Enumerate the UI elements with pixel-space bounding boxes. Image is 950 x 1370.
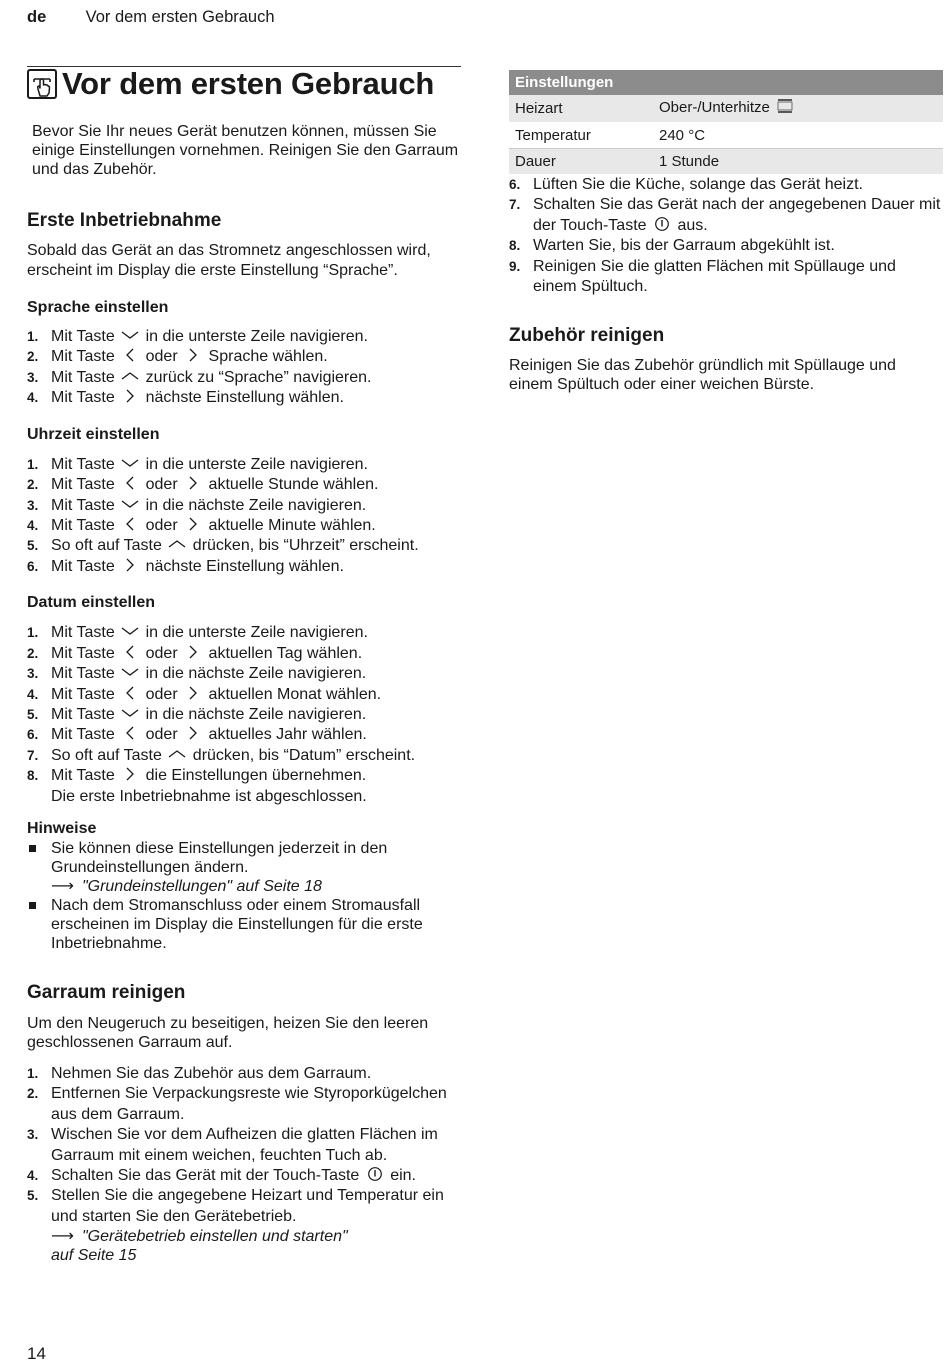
garraum-steps [27, 1064, 461, 1227]
datum-result: Die erste Inbetriebnahme ist abgeschlossen. [51, 787, 367, 805]
step-text: Mit Taste [51, 476, 120, 494]
list-item [27, 388, 461, 408]
list-item [27, 705, 461, 725]
bullet-square-icon [29, 902, 36, 909]
table-cell-value: 240 °C [653, 123, 943, 149]
settings-table [509, 70, 943, 175]
list-item [509, 175, 943, 195]
chevron-down-icon [119, 706, 141, 720]
list-item [27, 1084, 461, 1125]
step-number: 2. [27, 349, 39, 365]
step-text: drücken, bis “Datum” erscheint. [188, 746, 416, 764]
step-text: nächste Einstellung wählen. [141, 389, 344, 407]
step-text: So oft auf Taste [51, 746, 167, 764]
datum-heading: Datum einstellen [27, 594, 156, 612]
sprache-steps [27, 327, 461, 409]
garraum-text: Um den Neugeruch zu beseitigen, heizen Sie den leeren geschlossenen Garraum auf. [27, 1014, 429, 1051]
step-number: 1. [27, 456, 39, 472]
zubehoer-heading: Zubehör reinigen [509, 325, 665, 347]
step-number: 1. [27, 328, 39, 344]
right-column [509, 70, 943, 395]
step-number: 9. [509, 258, 521, 274]
step-number: 2. [27, 477, 39, 493]
uhrzeit-heading: Uhrzeit einstellen [27, 425, 160, 443]
step-text: in die unterste Zeile navigieren. [141, 624, 368, 642]
chevron-up-icon [166, 537, 188, 551]
step-text: in die nächste Zeile navigieren. [141, 705, 367, 723]
list-item [27, 623, 461, 643]
step-text: Mit Taste [51, 685, 120, 703]
step-text: Mit Taste [51, 455, 120, 473]
step-number: 5. [27, 706, 39, 722]
chevron-right-icon [182, 517, 204, 531]
garraum-steps-continued [509, 175, 943, 297]
chevron-right-icon [182, 645, 204, 659]
list-item [27, 347, 461, 367]
sprache-heading: Sprache einstellen [27, 298, 169, 316]
step-number: 5. [27, 538, 39, 554]
chevron-down-icon [119, 328, 141, 342]
page-number: 14 [27, 1344, 46, 1363]
chevron-left-icon [119, 517, 141, 531]
step-text: oder [141, 348, 183, 366]
step-text: aktuellen Monat wählen. [204, 685, 382, 703]
step-number: 4. [27, 686, 39, 702]
table-row [509, 123, 943, 149]
step-number: 6. [27, 727, 39, 743]
step-text: Schalten Sie das Gerät mit der Touch-Taste [51, 1167, 364, 1184]
step-text: Warten Sie, bis der Garraum abgekühlt ist. [533, 237, 835, 255]
step-text: aktuellen Tag wählen. [204, 644, 363, 662]
step-text: zurück zu “Sprache” navigieren. [141, 368, 372, 386]
chevron-right-icon [119, 389, 141, 403]
step-number: 8. [509, 238, 521, 254]
hinweise-list [27, 839, 461, 953]
page-header [27, 8, 275, 28]
garraum-heading: Garraum reinigen [27, 981, 186, 1003]
step-text: in die unterste Zeile navigieren. [141, 455, 368, 473]
bullet-square-icon [29, 845, 36, 852]
step-text: Mit Taste [51, 348, 120, 366]
chevron-down-icon [119, 497, 141, 511]
left-column [27, 66, 461, 1265]
step-text: Mit Taste [51, 665, 120, 683]
step-text: in die unterste Zeile navigieren. [141, 327, 368, 345]
step-text: Sprache wählen. [204, 348, 328, 366]
chevron-down-icon [119, 624, 141, 638]
uhrzeit-steps [27, 455, 461, 577]
step-text: Mit Taste [51, 557, 120, 575]
step-text: oder [141, 726, 183, 744]
chevron-right-icon [182, 686, 204, 700]
chevron-up-icon [166, 747, 188, 761]
step-text: in die nächste Zeile navigieren. [141, 496, 367, 514]
list-item [27, 766, 461, 786]
step-number: 4. [27, 517, 39, 533]
step-text: Schalten Sie das Gerät nach der angegebenen Dauer mit der Touch-Taste [533, 196, 941, 234]
zubehoer-text: Reinigen Sie das Zubehör gründlich mit Spüllauge und einem Spültuch oder einer weichen Bürste. [509, 357, 896, 394]
table-row [509, 95, 943, 123]
step-text: oder [141, 516, 183, 534]
step-text: oder [141, 685, 183, 703]
hand-touch-icon [27, 69, 57, 99]
step-number: 6. [27, 558, 39, 574]
step-number: 3. [27, 1127, 39, 1143]
page-title: Vor dem ersten Gebrauch [62, 66, 435, 101]
step-text: Stellen Sie die angegebene Heizart und Temperatur ein und starten Sie den Gerätebetrieb. [51, 1187, 444, 1225]
step-number: 4. [27, 1168, 39, 1183]
list-item [509, 257, 943, 298]
cross-reference-text: "Gerätebetrieb einstellen und starten" [81, 1228, 348, 1246]
garraum-cross-reference[interactable] [27, 1227, 461, 1265]
list-item [27, 455, 461, 475]
table-row [509, 149, 943, 175]
step-number: 6. [509, 177, 521, 192]
intro-text: Bevor Sie Ihr neues Gerät benutzen können, müssen Sie einige Einstellungen vornehmen. Reinigen Sie den Garraum und das Zubehör. [32, 123, 459, 179]
chevron-right-icon [119, 558, 141, 572]
chevron-down-icon [119, 456, 141, 470]
step-text: oder [141, 644, 183, 662]
cross-reference-text: "Grundeinstellungen" auf Seite 18 [81, 877, 322, 895]
step-number: 2. [27, 1086, 39, 1102]
settings-table-header: Einstellungen [509, 70, 943, 95]
list-item [509, 236, 943, 256]
list-item [27, 1186, 461, 1227]
datum-steps [27, 623, 461, 786]
language-code: de [27, 8, 47, 26]
page-title-block [27, 68, 461, 100]
table-cell-label: Heizart [509, 95, 653, 123]
list-item [27, 644, 461, 664]
list-item [27, 1064, 461, 1084]
step-text: Reinigen Sie die glatten Flächen mit Spüllauge und einem Spültuch. [533, 257, 896, 296]
hinweise-heading: Hinweise [27, 819, 97, 837]
step-text: aktuelle Minute wählen. [204, 516, 376, 534]
table-cell-value: 1 Stunde [653, 149, 943, 175]
list-item [27, 536, 461, 556]
arrow-right-icon: ⟶ [51, 877, 74, 895]
chevron-left-icon [119, 476, 141, 490]
step-number: 1. [27, 1065, 39, 1081]
header-section-title: Vor dem ersten Gebrauch [85, 8, 275, 26]
step-number: 1. [27, 625, 39, 641]
cross-reference-page: auf Seite 15 [51, 1247, 137, 1265]
chevron-left-icon [119, 348, 141, 362]
step-number: 3. [27, 497, 39, 513]
list-item [27, 327, 461, 347]
chevron-right-icon [182, 476, 204, 490]
list-item [27, 368, 461, 388]
step-text: Mit Taste [51, 644, 120, 662]
list-item [27, 685, 461, 705]
step-text: Mit Taste [51, 624, 120, 642]
note-item [27, 839, 461, 896]
chevron-right-icon [182, 726, 204, 740]
step-text: nächste Einstellung wählen. [141, 557, 344, 575]
step-text: in die nächste Zeile navigieren. [141, 665, 367, 683]
step-text: Wischen Sie vor dem Aufheizen die glatten Flächen im Garraum mit einem weichen, feuchten Tuch ab. [51, 1126, 438, 1164]
step-number: 4. [27, 390, 39, 406]
heizart-value: Ober-/Unterhitze [659, 99, 770, 116]
step-text: drücken, bis “Uhrzeit” erscheint. [188, 537, 419, 555]
chevron-right-icon [182, 348, 204, 362]
chevron-left-icon [119, 686, 141, 700]
step-text: aktuelle Stunde wählen. [204, 476, 379, 494]
chevron-up-icon [119, 369, 141, 383]
step-text: Mit Taste [51, 496, 120, 514]
list-item [27, 496, 461, 516]
table-cell-label: Temperatur [509, 123, 653, 149]
list-item [509, 195, 943, 236]
list-item [27, 1166, 461, 1186]
step-text: die Einstellungen übernehmen. [141, 767, 367, 785]
step-number: 3. [27, 369, 39, 385]
step-text: Mit Taste [51, 726, 120, 744]
step-text: Lüften Sie die Küche, solange das Gerät heizt. [533, 176, 863, 193]
list-item [27, 725, 461, 745]
step-text: aus. [673, 216, 708, 234]
step-number: 8. [27, 768, 39, 784]
list-item [27, 664, 461, 684]
table-cell-label: Dauer [509, 149, 653, 175]
step-text: Mit Taste [51, 516, 120, 534]
list-item [27, 557, 461, 577]
chevron-left-icon [119, 645, 141, 659]
chevron-left-icon [119, 726, 141, 740]
note-text: Sie können diese Einstellungen jederzeit in den Grundeinstellungen ändern. [51, 839, 388, 876]
step-text: Mit Taste [51, 705, 120, 723]
step-text: Entfernen Sie Verpackungsreste wie Styroporkügelchen aus dem Garraum. [51, 1085, 447, 1123]
step-number: 5. [27, 1188, 39, 1204]
power-icon [364, 1167, 386, 1181]
step-text: Mit Taste [51, 767, 120, 785]
note-text: Nach dem Stromanschluss oder einem Stromausfall erscheinen im Display die Einstellungen für die erste Inbetriebnahme. [51, 896, 423, 952]
arrow-right-icon: ⟶ [51, 1228, 74, 1246]
top-bottom-heat-icon [777, 98, 793, 119]
step-text: oder [141, 476, 183, 494]
step-text: aktuelles Jahr wählen. [204, 726, 367, 744]
step-text: So oft auf Taste [51, 537, 167, 555]
erste-inbetriebnahme-text: Sobald das Gerät an das Stromnetz angeschlossen wird, erscheint im Display die erste Einstellung “Sprache”. [27, 242, 431, 279]
chevron-down-icon [119, 665, 141, 679]
step-text: ein. [385, 1167, 416, 1184]
table-cell-value [653, 95, 943, 123]
step-number: 2. [27, 645, 39, 661]
list-item [27, 1125, 461, 1166]
step-number: 3. [27, 666, 39, 682]
list-item [27, 475, 461, 495]
step-text: Nehmen Sie das Zubehör aus dem Garraum. [51, 1064, 372, 1082]
list-item [27, 516, 461, 536]
note-item [27, 896, 461, 953]
power-icon [651, 217, 673, 231]
step-number: 7. [509, 197, 521, 213]
step-text: Mit Taste [51, 389, 120, 407]
step-text: Mit Taste [51, 327, 120, 345]
step-text: Mit Taste [51, 368, 120, 386]
list-item [27, 746, 461, 766]
erste-inbetriebnahme-heading: Erste Inbetriebnahme [27, 209, 222, 231]
step-number: 7. [27, 747, 39, 763]
cross-reference-link[interactable] [51, 878, 322, 895]
chevron-right-icon [119, 767, 141, 781]
